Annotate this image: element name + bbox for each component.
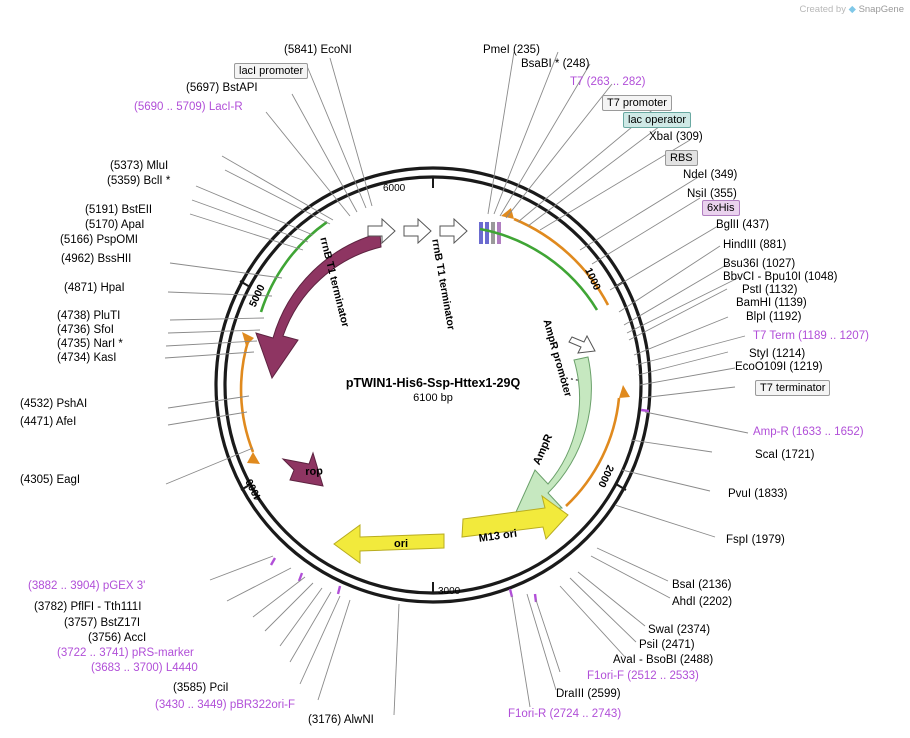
site-label-AvaI-BsoBI <box>613 654 713 666</box>
site-name: AvaI - BsoBI <box>613 654 677 666</box>
site-pos: (3585) <box>173 682 207 694</box>
credit-prefix: Created by <box>799 4 846 15</box>
site-label-BglII <box>716 219 769 231</box>
feature-label-m13-ori: M13 ori <box>478 527 518 545</box>
site-pos: (1132) <box>765 284 798 296</box>
site-label-NdeI <box>683 169 737 181</box>
site-pos: (1027) <box>762 258 796 270</box>
site-pos: (4734) <box>57 352 91 364</box>
site-name: AccI <box>123 632 147 644</box>
site-pos: (4738) <box>57 310 91 322</box>
site-pos: (2471) <box>661 639 695 651</box>
site-pos: (355) <box>710 188 737 200</box>
site-label-T7-Term <box>753 330 869 342</box>
site-label-AhdI <box>672 596 732 608</box>
plasmid-size: 6100 bp <box>413 392 453 404</box>
site-pos: (349) <box>710 169 738 181</box>
site-name: ScaI <box>755 449 779 461</box>
site-name: ApaI <box>120 219 145 231</box>
boxed-label-RBS: RBS <box>665 150 698 166</box>
boxed-label-T7-terminator: T7 terminator <box>755 380 830 396</box>
site-name: StyI <box>749 348 769 360</box>
site-pos: (5373) <box>110 160 144 172</box>
site-label-BlpI <box>746 311 801 323</box>
site-pos: (3683 .. 3700) <box>91 662 163 674</box>
site-name: AhdI <box>672 596 696 608</box>
site-name: DraIII <box>556 688 585 700</box>
site-label-PluTI <box>57 310 120 322</box>
site-name: EcoO109I <box>735 361 787 373</box>
site-name: SwaI <box>648 624 674 636</box>
feature-label-ampR: AmpR <box>531 432 556 467</box>
site-pos: (1721) <box>781 449 815 461</box>
scale-tick-4000: 4000 <box>243 476 265 503</box>
site-name: EagI <box>56 474 81 486</box>
site-name: pRS-marker <box>131 647 194 659</box>
site-label-StyI <box>749 348 805 360</box>
site-pos: (4305) <box>20 474 54 486</box>
site-label-FspI <box>726 534 785 546</box>
site-name: PflFI - Tth111I <box>70 601 142 613</box>
site-label-F1ori-F <box>587 670 699 682</box>
site-name: NarI * <box>93 338 123 350</box>
site-label-PmeI <box>483 44 540 56</box>
site-name: Amp-R <box>753 426 789 438</box>
site-pos: (4736) <box>57 324 91 336</box>
site-pos: (3722 .. 3741) <box>57 647 129 659</box>
site-label-SwaI <box>648 624 710 636</box>
site-label-PstI <box>742 284 797 296</box>
site-label-ScaI <box>755 449 814 461</box>
site-name: XbaI <box>649 131 673 143</box>
site-name: PshAI <box>56 398 88 410</box>
site-label-PspOMI <box>60 234 138 246</box>
site-pos: (5690 .. 5709) <box>134 101 206 113</box>
site-label-NarI <box>57 338 123 350</box>
site-pos: (3176) <box>308 714 342 726</box>
site-pos: (5697) <box>186 82 220 94</box>
site-name: L4440 <box>165 662 198 674</box>
site-label-EagI <box>20 474 80 486</box>
boxed-label-T7-promoter: T7 promoter <box>602 95 672 111</box>
site-pos: (437) <box>742 219 770 231</box>
site-pos: (309) <box>675 131 703 143</box>
site-pos: (3756) <box>88 632 122 644</box>
site-name: Bsu36I <box>723 258 759 270</box>
site-label-BbvCI-Bpu10I <box>723 271 837 283</box>
site-pos: (4962) <box>61 253 95 265</box>
feature-label-rop: rop <box>305 465 324 478</box>
site-pos: (2599) <box>587 688 621 700</box>
site-name: BglII <box>716 219 740 231</box>
site-name: PstI <box>742 284 762 296</box>
site-label-Bsu36I <box>723 258 795 270</box>
site-pos: (5359) <box>107 175 141 187</box>
site-name: pGEX 3' <box>102 580 146 592</box>
site-label-HpaI <box>64 282 125 294</box>
site-name: HindIII <box>723 239 757 251</box>
site-pos: (1219) <box>789 361 823 373</box>
site-label-BstEII <box>85 204 152 216</box>
site-name: PsiI <box>639 639 659 651</box>
site-name: F1ori-R <box>508 708 547 720</box>
site-name: PciI <box>209 682 229 694</box>
site-label-SfoI <box>57 324 114 336</box>
site-label-BclI <box>107 175 170 187</box>
site-name: pBR322ori-F <box>229 699 296 711</box>
site-name: HpaI <box>100 282 125 294</box>
site-pos: (3782) <box>34 601 68 613</box>
feature-label-ampR-promoter: AmpR promoter <box>540 318 575 399</box>
boxed-label-lac-operator: lac operator <box>623 112 691 128</box>
site-pos: (1833) <box>754 488 788 500</box>
site-pos: (3757) <box>64 617 98 629</box>
site-label-BstAPI <box>186 82 258 94</box>
scale-tick-5000: 5000 <box>247 282 268 310</box>
site-name: AlwNI <box>343 714 374 726</box>
site-label-ApaI <box>85 219 144 231</box>
site-name: SfoI <box>93 324 114 336</box>
scale-tick-1000: 1000 <box>582 266 603 293</box>
site-pos: (2202) <box>698 596 733 608</box>
site-name: MluI <box>146 160 169 172</box>
site-pos: (881) <box>759 239 787 251</box>
site-name: BssHII <box>97 253 132 265</box>
site-name: BstEII <box>121 204 153 216</box>
site-label-PciI <box>173 682 229 694</box>
site-name: BsaBI * <box>521 58 560 70</box>
site-label-BstZ17I <box>64 617 140 629</box>
site-label-MluI <box>110 160 168 172</box>
site-pos: (1192) <box>769 311 802 323</box>
scale-tick-3000: 3000 <box>438 586 461 597</box>
site-name: BamHI <box>736 297 772 309</box>
site-name: BclI * <box>143 175 171 187</box>
credit-brand: SnapGene <box>858 4 904 15</box>
site-label-KasI <box>57 352 116 364</box>
site-label-AccI <box>88 632 146 644</box>
site-label-L4440 <box>91 662 198 674</box>
site-label-pBR322ori-F <box>155 699 295 711</box>
site-pos: (1189 .. 1207) <box>798 330 869 342</box>
site-pos: (235) <box>513 44 540 56</box>
site-label-pGEX3 <box>28 580 145 592</box>
site-pos: (263 .. 282) <box>586 76 646 88</box>
site-pos: (1979) <box>751 534 785 546</box>
site-label-LacI-R <box>134 101 243 113</box>
site-label-DraIII <box>556 688 621 700</box>
site-label-PvuI <box>728 488 787 500</box>
site-label-PsiI <box>639 639 695 651</box>
site-pos: (2512 .. 2533) <box>627 670 699 682</box>
site-pos: (5841) <box>284 44 318 56</box>
site-label-T7 <box>570 76 645 88</box>
site-name: BbvCI - Bpu10I <box>723 271 801 283</box>
site-name: T7 <box>570 76 584 88</box>
site-name: LacI-R <box>208 101 243 113</box>
site-name: BstAPI <box>222 82 258 94</box>
site-label-PflFI-Tth111I <box>34 601 141 613</box>
scale-tick-2000: 2000 <box>595 462 616 490</box>
site-pos: (3430 .. 3449) <box>155 699 227 711</box>
site-pos: (4735) <box>57 338 91 350</box>
site-pos: (5170) <box>85 219 119 231</box>
boxed-label-lacI-promoter: lacI promoter <box>234 63 308 79</box>
site-pos: (5166) <box>60 234 94 246</box>
site-pos: (4471) <box>20 416 54 428</box>
site-label-pRS-marker <box>57 647 194 659</box>
site-pos: (1633 .. 1652) <box>791 426 864 438</box>
site-pos: (5191) <box>85 204 119 216</box>
site-name: PvuI <box>728 488 752 500</box>
snapgene-logo-icon: ◆ <box>848 4 856 15</box>
site-pos: (4871) <box>64 282 98 294</box>
site-label-NsiI <box>687 188 737 200</box>
site-name: BsaI <box>672 579 696 591</box>
site-label-PshAI <box>20 398 87 410</box>
site-name: EcoNI <box>320 44 352 56</box>
boxed-label-6xHis: 6xHis <box>702 200 740 216</box>
site-name: BstZ17I <box>100 617 141 629</box>
site-name: BlpI <box>746 311 766 323</box>
site-name: PluTI <box>93 310 121 322</box>
site-name: NsiI <box>687 188 707 200</box>
site-label-BamHI <box>736 297 807 309</box>
site-name: NdeI <box>683 169 708 181</box>
site-label-BssHII <box>61 253 131 265</box>
site-name: PspOMI <box>96 234 138 246</box>
site-pos: (2374) <box>676 624 711 636</box>
site-pos: (1048) <box>804 271 838 283</box>
plasmid-name: pTWIN1-His6-Ssp-Httex1-29Q <box>345 376 521 390</box>
feature-label-lacI: lacI <box>302 298 321 321</box>
site-pos: (2488) <box>679 654 714 666</box>
site-name: T7 Term <box>753 330 795 342</box>
site-pos: (1139) <box>774 297 807 309</box>
site-name: KasI <box>93 352 117 364</box>
site-name: F1ori-F <box>587 670 625 682</box>
feature-label-ori: ori <box>394 538 409 550</box>
site-label-BsaBI <box>521 58 589 70</box>
site-label-EcoNI <box>284 44 352 56</box>
site-pos: (248) <box>562 58 590 70</box>
site-name: PmeI <box>483 44 510 56</box>
site-label-HindIII <box>723 239 786 251</box>
site-label-AlwNI <box>308 714 374 726</box>
site-label-Amp-R <box>753 426 864 438</box>
site-label-EcoO109I <box>735 361 823 373</box>
feature-label-rrnB-T1-a: rrnB T1 terminator <box>317 236 352 329</box>
site-pos: (3882 .. 3904) <box>28 580 100 592</box>
scale-tick-6000: 6000 <box>383 183 406 194</box>
site-pos: (2724 .. 2743) <box>549 708 622 720</box>
site-label-BsaI <box>672 579 731 591</box>
site-label-AfeI <box>20 416 76 428</box>
site-pos: (1214) <box>772 348 806 360</box>
feature-label-rrnB-T1-b: rrnB T1 terminator <box>429 238 458 331</box>
site-label-XbaI <box>649 131 703 143</box>
site-pos: (2136) <box>698 579 732 591</box>
site-name: AfeI <box>55 416 77 428</box>
site-label-F1ori-R <box>508 708 621 720</box>
site-pos: (4532) <box>20 398 54 410</box>
site-name: FspI <box>726 534 749 546</box>
